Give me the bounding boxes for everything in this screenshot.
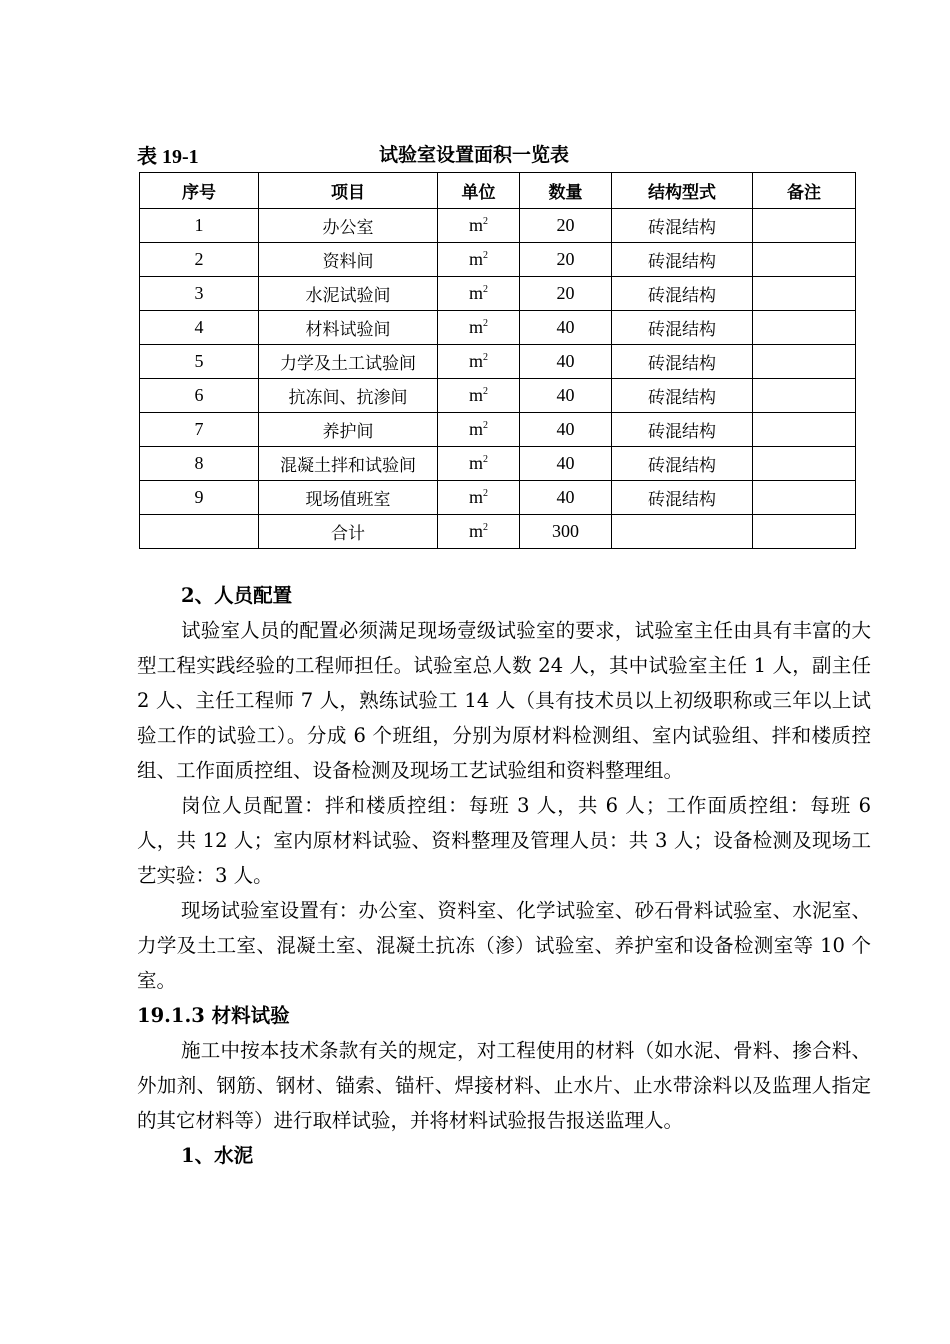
cell-item: 水泥试验间 <box>259 277 438 311</box>
cell-qty: 40 <box>520 379 612 413</box>
unit-exponent: 2 <box>483 420 488 431</box>
material-paragraph-1: 施工中按本技术条款有关的规定，对工程使用的材料（如水泥、骨料、掺合料、外加剂、钢筋、钢材、锚索、锚杆、焊接材料、止水片、止水带涂料以及监理人指定的其它材料等）进行取样试验，并将材料试验报告报送监理人。 <box>137 1039 871 1132</box>
cell-structure <box>612 515 753 549</box>
cell-no: 9 <box>140 481 259 515</box>
material-heading: 19.1.3 材料试验 <box>137 1004 290 1027</box>
table-row <box>140 209 856 243</box>
cell-no: 5 <box>140 345 259 379</box>
cell-no: 4 <box>140 311 259 345</box>
cell-note <box>753 515 856 549</box>
cell-qty: 300 <box>520 515 612 549</box>
table-caption <box>137 140 857 168</box>
cell-note <box>753 379 856 413</box>
unit-base: m <box>468 283 483 303</box>
table-title: 试验室设置面积一览表 <box>379 144 570 166</box>
cell-item: 材料试验间 <box>259 311 438 345</box>
cell-note <box>753 243 856 277</box>
unit-base: m <box>468 521 483 541</box>
personnel-paragraph-3: 现场试验室设置有：办公室、资料室、化学试验室、砂石骨料试验室、水泥室、力学及土工室、混凝土室、混凝土抗冻（渗）试验室、养护室和设备检测室等 10 个室。 <box>137 899 871 992</box>
table-row <box>140 515 856 549</box>
unit-base: m <box>468 317 483 337</box>
cell-no: 3 <box>140 277 259 311</box>
cell-item: 力学及土工试验间 <box>259 345 438 379</box>
cell-unit <box>438 447 520 481</box>
table-row <box>140 277 856 311</box>
unit-exponent: 2 <box>483 522 488 533</box>
table-row <box>140 379 856 413</box>
personnel-heading: 2、人员配置 <box>181 584 293 607</box>
unit-exponent: 2 <box>483 454 488 465</box>
personnel-paragraph-1: 试验室人员的配置必须满足现场壹级试验室的要求，试验室主任由具有丰富的大型工程实践经验的工程师担任。试验室总人数 24 人，其中试验室主任 1 人，副主任 2 人、主任工程师 7 人，熟练试验工 14 人（具有技术员以上初级职称或三年以上试验工作的试验工）。分成 6 个班组，分别为原材料检测组、室内试验组、拌和楼质控组、工作面质控组、设备检测及现场工艺试验组和资料整理组。 <box>137 619 871 782</box>
table-row <box>140 413 856 447</box>
cell-item: 合计 <box>259 515 438 549</box>
cell-note <box>753 277 856 311</box>
unit-base: m <box>468 385 483 405</box>
table-header-row <box>140 173 856 209</box>
cell-qty: 40 <box>520 481 612 515</box>
table-row <box>140 243 856 277</box>
cell-no: 2 <box>140 243 259 277</box>
cell-no: 1 <box>140 209 259 243</box>
body-text <box>137 578 871 1173</box>
cell-qty: 20 <box>520 209 612 243</box>
cell-unit <box>438 311 520 345</box>
cell-note <box>753 447 856 481</box>
unit-exponent: 2 <box>483 386 488 397</box>
cell-note <box>753 209 856 243</box>
cell-no <box>140 515 259 549</box>
header-unit: 单位 <box>438 173 520 209</box>
cell-unit <box>438 345 520 379</box>
cell-item: 资料间 <box>259 243 438 277</box>
unit-base: m <box>468 453 483 473</box>
unit-exponent: 2 <box>483 284 488 295</box>
cell-item: 抗冻间、抗渗间 <box>259 379 438 413</box>
unit-base: m <box>468 351 483 371</box>
cell-no: 7 <box>140 413 259 447</box>
cell-note <box>753 481 856 515</box>
cell-qty: 40 <box>520 447 612 481</box>
cell-structure: 砖混结构 <box>612 277 753 311</box>
cell-unit <box>438 481 520 515</box>
personnel-paragraph-2: 岗位人员配置：拌和楼质控组：每班 3 人，共 6 人；工作面质控组：每班 6 人，共 12 人；室内原材料试验、资料整理及管理人员：共 3 人；设备检测及现场工艺实验：3 人。 <box>137 794 871 887</box>
cell-note <box>753 345 856 379</box>
cell-unit <box>438 209 520 243</box>
cell-structure: 砖混结构 <box>612 209 753 243</box>
cell-unit <box>438 515 520 549</box>
unit-base: m <box>468 419 483 439</box>
cell-structure: 砖混结构 <box>612 379 753 413</box>
cell-item: 现场值班室 <box>259 481 438 515</box>
header-note: 备注 <box>753 173 856 209</box>
cell-unit <box>438 277 520 311</box>
cell-note <box>753 311 856 345</box>
cell-structure: 砖混结构 <box>612 447 753 481</box>
cell-structure: 砖混结构 <box>612 413 753 447</box>
cell-qty: 40 <box>520 413 612 447</box>
cell-qty: 20 <box>520 243 612 277</box>
header-item: 项目 <box>259 173 438 209</box>
table-body <box>140 209 856 549</box>
table-number: 表 19-1 <box>137 146 199 168</box>
cell-structure: 砖混结构 <box>612 243 753 277</box>
unit-exponent: 2 <box>483 250 488 261</box>
unit-base: m <box>468 487 483 507</box>
cell-unit <box>438 243 520 277</box>
cell-structure: 砖混结构 <box>612 345 753 379</box>
cell-note <box>753 413 856 447</box>
lab-area-table <box>139 172 856 549</box>
cell-qty: 20 <box>520 277 612 311</box>
table-row <box>140 345 856 379</box>
header-no: 序号 <box>140 173 259 209</box>
table-row <box>140 311 856 345</box>
cell-structure: 砖混结构 <box>612 311 753 345</box>
unit-base: m <box>468 215 483 235</box>
cell-qty: 40 <box>520 345 612 379</box>
cell-item: 办公室 <box>259 209 438 243</box>
cell-item: 混凝土拌和试验间 <box>259 447 438 481</box>
unit-base: m <box>468 249 483 269</box>
cell-structure: 砖混结构 <box>612 481 753 515</box>
cell-no: 6 <box>140 379 259 413</box>
cell-unit <box>438 413 520 447</box>
cell-qty: 40 <box>520 311 612 345</box>
cell-item: 养护间 <box>259 413 438 447</box>
cement-heading: 1、水泥 <box>181 1144 254 1167</box>
unit-exponent: 2 <box>483 352 488 363</box>
table-row <box>140 481 856 515</box>
table-row <box>140 447 856 481</box>
header-qty: 数量 <box>520 173 612 209</box>
cell-no: 8 <box>140 447 259 481</box>
cell-unit <box>438 379 520 413</box>
unit-exponent: 2 <box>483 216 488 227</box>
unit-exponent: 2 <box>483 488 488 499</box>
unit-exponent: 2 <box>483 318 488 329</box>
header-structure: 结构型式 <box>612 173 753 209</box>
